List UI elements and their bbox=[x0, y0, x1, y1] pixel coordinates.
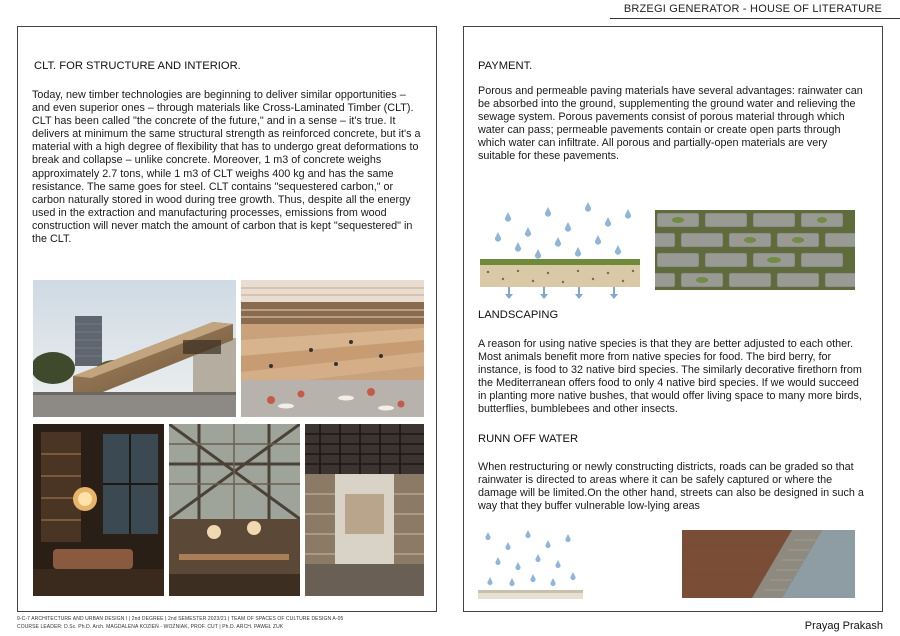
clt-heading: CLT. FOR STRUCTURE AND INTERIOR. bbox=[34, 60, 241, 72]
library-steps-photo bbox=[241, 280, 424, 417]
title-rule bbox=[610, 18, 900, 19]
footer-course-line: 9-C-7 ARCHITECTURE AND URBAN DESIGN I | 2nd DEGREE | 2nd SEMESTER 2023/21 | TEAM OF SPACES OF CULTURE DESIGN A-05 bbox=[17, 616, 344, 622]
grass-paver-photo bbox=[655, 210, 855, 290]
runoff-rain-diagram bbox=[478, 522, 583, 604]
footer-leader-line: COURSE LEADER: D.Sc. Ph.D. Arch. MAGDALENA KOZIEŃ - WOŹNIAK, PROF. CUT | Ph.D. ARCH. PAWEŁ ZUK bbox=[17, 624, 284, 630]
right-panel bbox=[463, 26, 883, 612]
author-name: Prayag Prakash bbox=[804, 620, 883, 632]
clt-paragraph: Today, new timber technologies are beginning to deliver similar opportunities – and even superior ones – through materials like Cross-Laminated Timber (CLT). CLT has been called "the concrete of the future," and in a sense – it's true. It delivers at minimum the same structural strength as reinforced concrete, but it's a material with a high degree of flexibility that has to undergo great deformations to break and collapse – unlike concrete. Moreover, 1 m3 of concrete weighs approximately 2.7 tons, while 1 m3 of CLT weighs 400 kg and has the same resistance. The same goes for steel. CLT contains "sequestered carbon," or carbon naturally stored in wood during tree growth. Thus, despite all the energy used in the extraction and manufacturing processes, emissions from wood construction will never match the amount of carbon that is kept "sequestered" in the CLT. bbox=[32, 89, 421, 246]
timber-atrium-photo bbox=[169, 424, 300, 596]
runoff-paragraph: When restructuring or newly constructing districts, roads can be graded so that rainwater is directed to areas where it can be safely captured or where the damage will be limited.On the other hand, streets can also be designed in such a way that they buffer vulnerable low-lying areas bbox=[478, 461, 864, 513]
library-shelves-photo bbox=[305, 424, 424, 596]
landscaping-heading: LANDSCAPING bbox=[478, 309, 559, 321]
payment-heading: PAYMENT. bbox=[478, 60, 533, 72]
interior-living-room-photo bbox=[33, 424, 164, 596]
clt-pavilion-photo bbox=[33, 280, 236, 417]
document-title: BRZEGI GENERATOR - HOUSE OF LITERATURE bbox=[623, 3, 882, 15]
payment-paragraph: Porous and permeable paving materials have several advantages: rainwater can be absorbed into the ground, supplementing the ground water and relieving the sewage system. Porous pavements consist of porous material through which water can pass; permeable pavements contain or create open parts through which water can infiltrate. All porous and partially-open materials are very suitable for these pavements. bbox=[478, 85, 863, 163]
runoff-gutter-photo bbox=[682, 530, 855, 598]
landscaping-paragraph: A reason for using native species is that they are better adjusted to each other. Most animals benefit more from native species for food. The bird berry, for instance, is food to 32 native bird species. The similarly decorative firethorn from the Mediterranean offers food to only 4 native bird species. If we would succeed in planting more native bushes, that would offer living space to many more birds, butterflies, bumblebees and other insects. bbox=[478, 338, 862, 416]
runoff-heading: RUNN OFF WATER bbox=[478, 433, 579, 445]
permeable-pavement-diagram bbox=[478, 187, 643, 302]
left-panel bbox=[17, 26, 437, 612]
